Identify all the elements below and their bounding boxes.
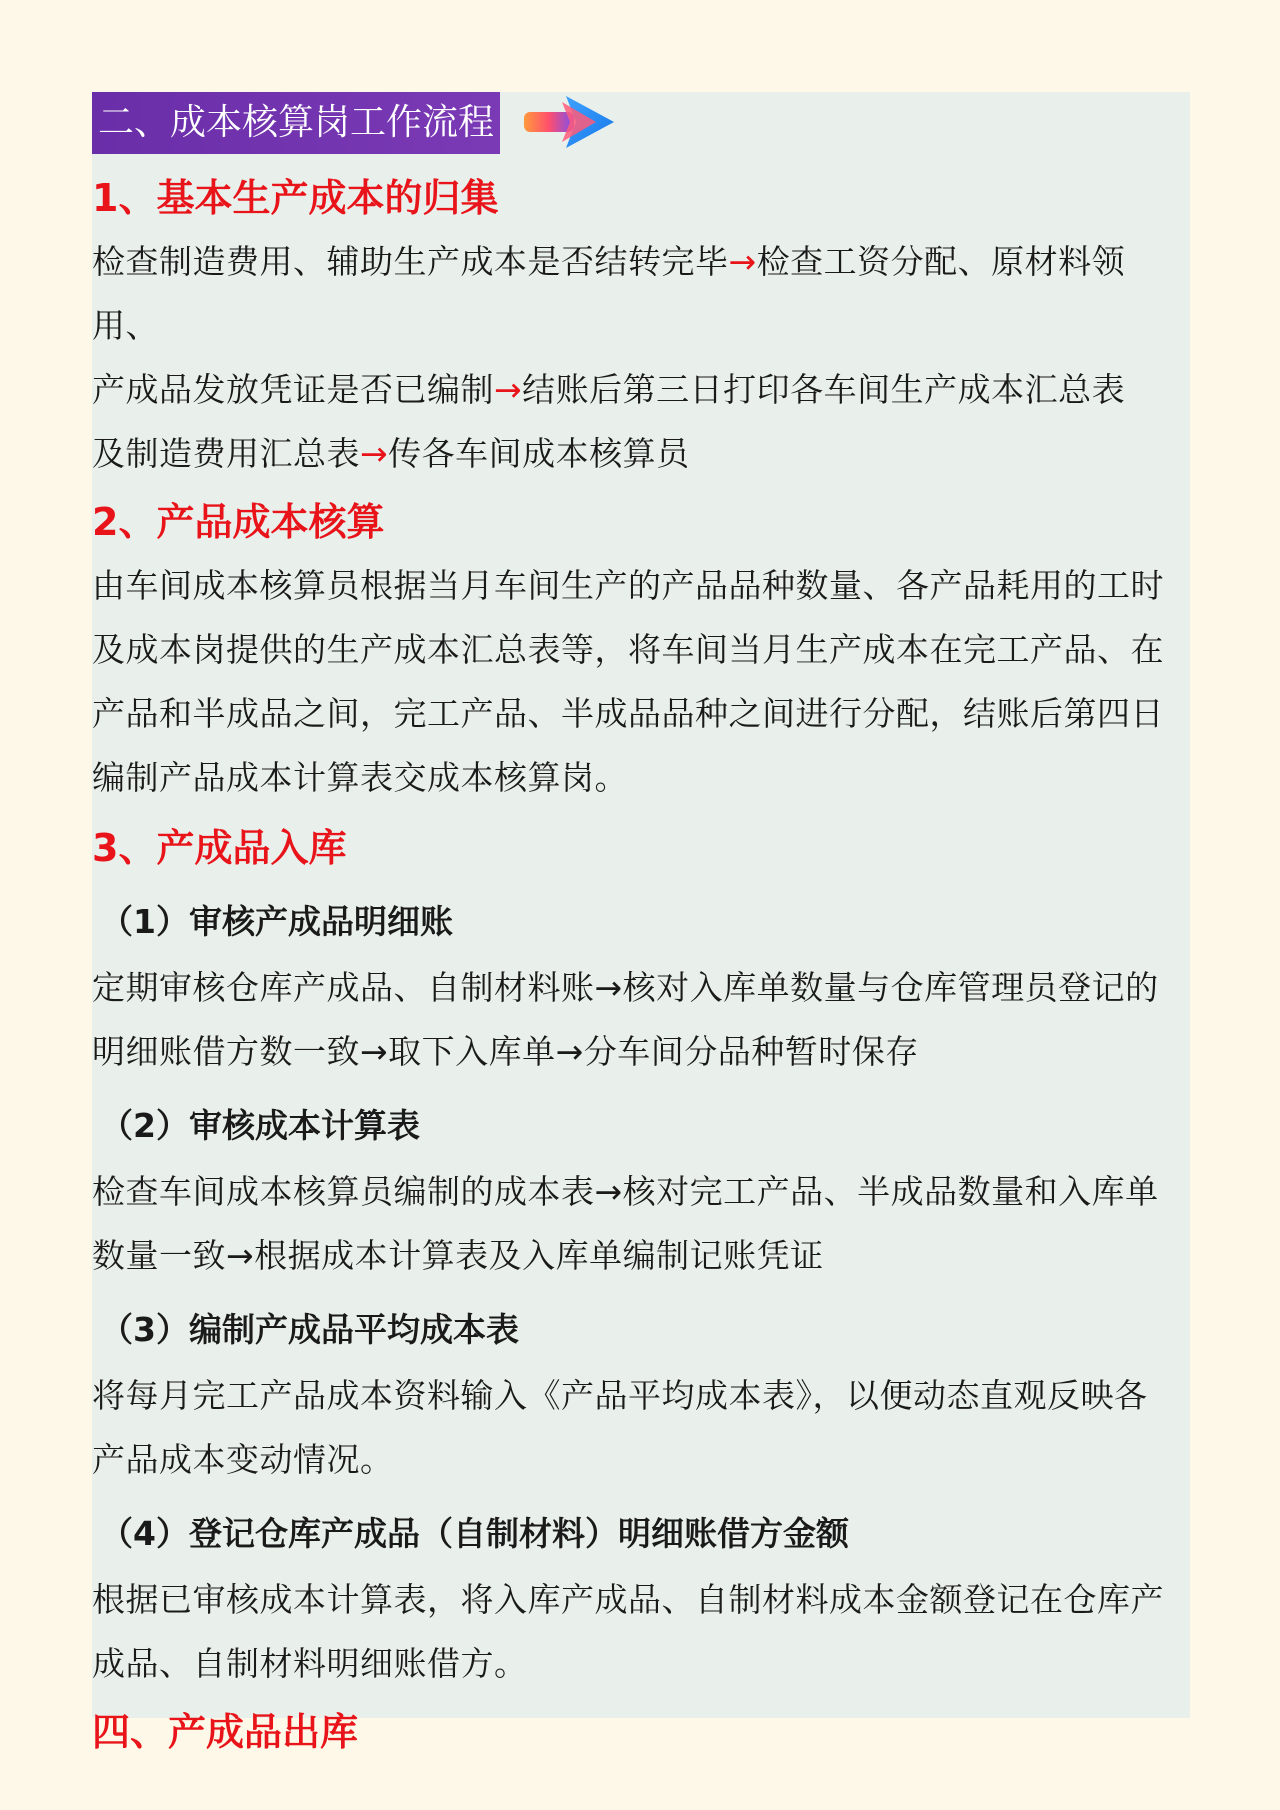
section3-heading: 3、产成品入库 [92,826,347,870]
section2-line-2: 及成本岗提供的生产成本汇总表等，将车间当月生产成本在完工产品、在 [92,630,1164,669]
document-body [92,92,1190,1764]
section1-heading: 1、基本生产成本的归集 [92,176,499,220]
section2-line-3: 产品和半成品之间，完工产品、半成品品种之间进行分配，结账后第四日 [92,694,1164,733]
section-banner-title: 二、成本核算岗工作流程 [92,92,500,154]
banner-row [92,92,1190,154]
subsection-2-line-1: 检查车间成本核算员编制的成本表→核对完工产品、半成品数量和入库单 [92,1172,1159,1211]
subsection-1-line-1: 定期审核仓库产成品、自制材料账→核对入库单数量与仓库管理员登记的 [92,968,1159,1007]
subsection-3-title: （3）编制产成品平均成本表 [100,1310,519,1349]
section1-line-3: 及制造费用汇总表→传各车间成本核算员 [92,434,690,473]
arrow-right-icon [522,92,618,154]
subsection-1-line-2: 明细账借方数一致→取下入库单→分车间分品种暂时保存 [92,1032,919,1071]
subsection-4-line-1: 根据已审核成本计算表，将入库产成品、自制材料成本金额登记在仓库产 [92,1580,1164,1619]
section4-heading: 四、产成品出库 [92,1710,359,1754]
section2-line-4: 编制产品成本计算表交成本核算岗。 [92,758,628,797]
subsection-4-line-2: 成品、自制材料明细账借方。 [92,1644,528,1683]
section1-line-1: 检查制造费用、辅助生产成本是否结转完毕→检查工资分配、原材料领用、 [92,242,1126,345]
section2-heading: 2、产品成本核算 [92,500,385,544]
subsection-2-title: （2）审核成本计算表 [100,1106,420,1145]
section1-line-2: 产成品发放凭证是否已编制→结账后第三日打印各车间生产成本汇总表 [92,370,1126,409]
section2-line-1: 由车间成本核算员根据当月车间生产的产品品种数量、各产品耗用的工时 [92,566,1164,605]
subsection-3-line-2: 产品成本变动情况。 [92,1440,394,1479]
subsection-1-title: （1）审核产成品明细账 [100,902,453,941]
subsection-3-line-1: 将每月完工产品成本资料输入《产品平均成本表》，以便动态直观反映各 [92,1376,1148,1415]
subsection-2-line-2: 数量一致→根据成本计算表及入库单编制记账凭证 [92,1236,824,1275]
subsection-4-title: （4）登记仓库产成品（自制材料）明细账借方金额 [100,1514,849,1553]
